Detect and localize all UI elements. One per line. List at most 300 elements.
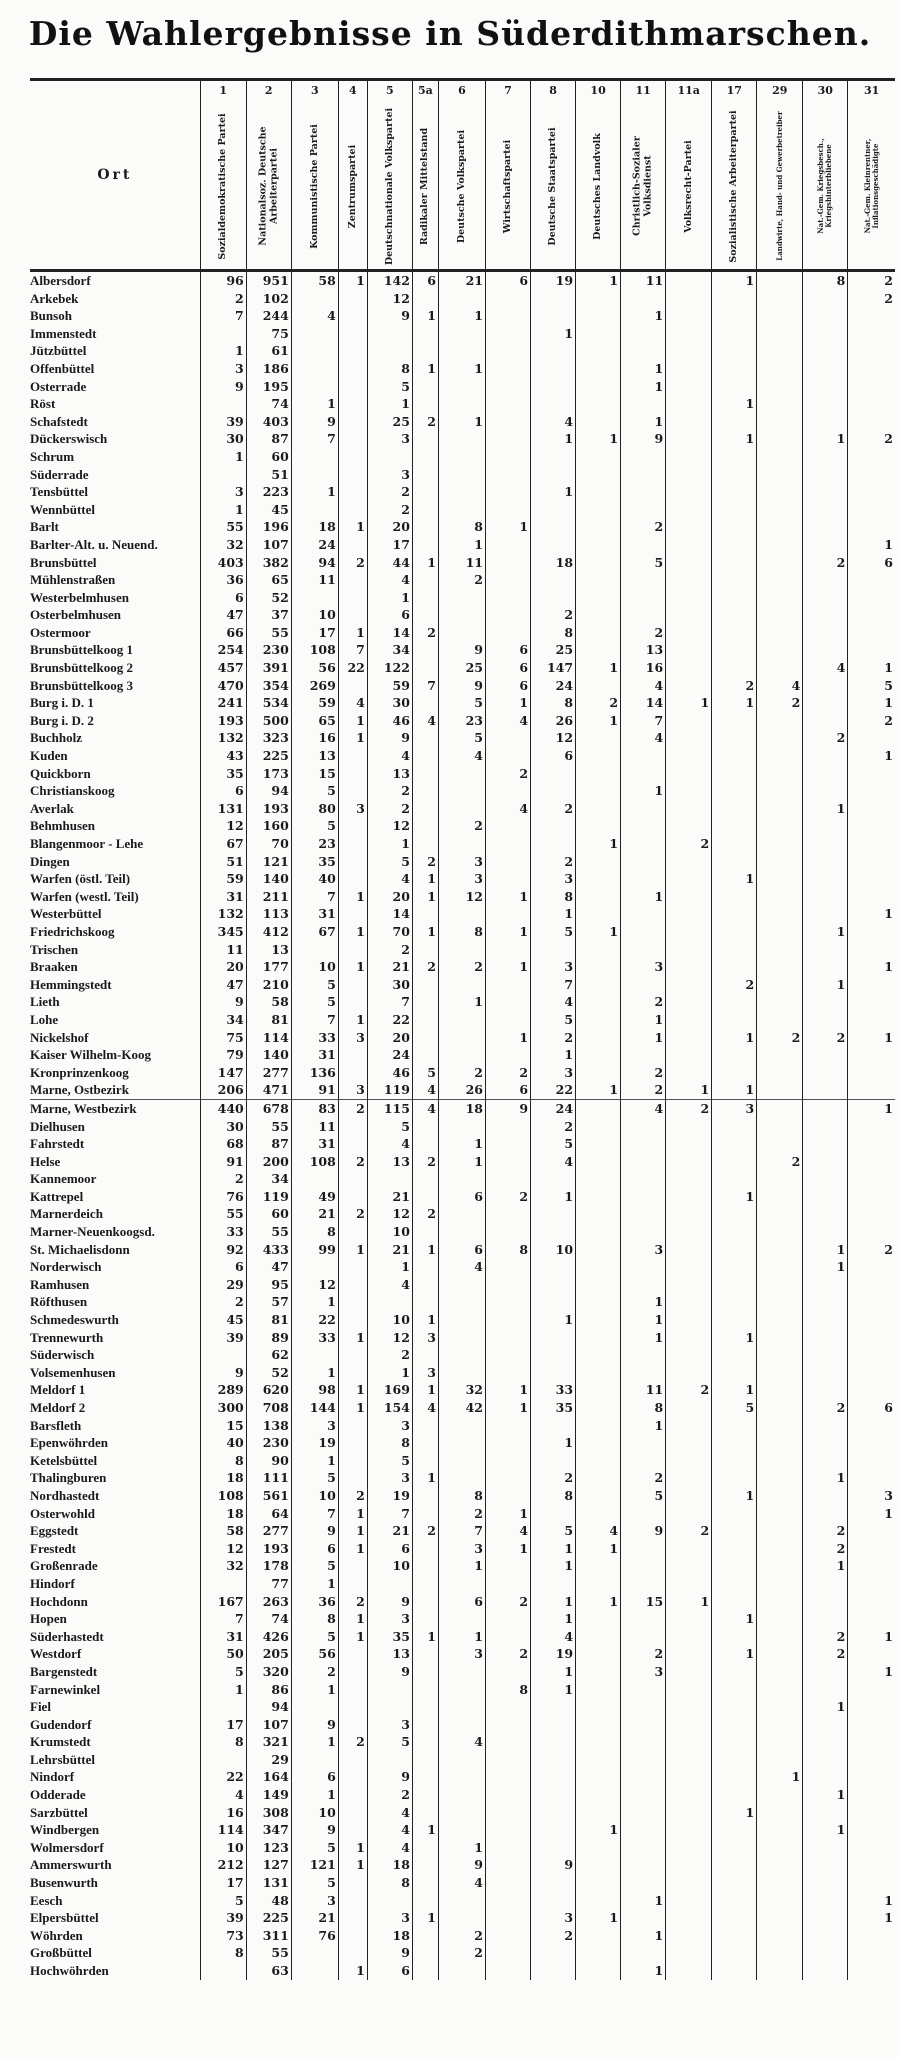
vote-count-cell bbox=[848, 1593, 895, 1611]
vote-count-cell bbox=[291, 290, 338, 308]
vote-count-cell: 4 bbox=[367, 1839, 412, 1857]
vote-count-cell bbox=[412, 659, 438, 677]
vote-count-cell bbox=[485, 905, 530, 923]
vote-count-cell bbox=[485, 430, 530, 448]
vote-count-cell: 2 bbox=[485, 1064, 530, 1082]
vote-count-cell bbox=[621, 853, 666, 871]
vote-count-cell bbox=[531, 290, 576, 308]
vote-count-cell bbox=[666, 1909, 712, 1927]
vote-count-cell: 33 bbox=[291, 1329, 338, 1347]
vote-count-cell bbox=[712, 1064, 757, 1082]
table-row bbox=[30, 782, 895, 800]
vote-count-cell bbox=[485, 1874, 530, 1892]
vote-count-cell bbox=[848, 571, 895, 589]
vote-count-cell bbox=[712, 835, 757, 853]
place-name: Averlak bbox=[30, 800, 74, 816]
vote-count-cell: 6 bbox=[485, 677, 530, 695]
vote-count-cell bbox=[666, 1681, 712, 1699]
vote-count-cell: 11 bbox=[438, 554, 485, 572]
vote-count-cell: 138 bbox=[246, 1417, 291, 1435]
vote-count-cell bbox=[485, 817, 530, 835]
vote-count-cell bbox=[803, 589, 848, 607]
vote-count-cell bbox=[412, 1927, 438, 1945]
vote-count-cell bbox=[803, 606, 848, 624]
vote-count-cell: 2 bbox=[803, 554, 848, 572]
vote-count-cell: 225 bbox=[246, 747, 291, 765]
vote-count-cell bbox=[438, 589, 485, 607]
vote-count-cell: 111 bbox=[246, 1469, 291, 1487]
vote-count-cell bbox=[338, 1909, 367, 1927]
vote-count-cell: 1 bbox=[338, 1610, 367, 1628]
vote-count-cell bbox=[576, 888, 621, 906]
vote-count-cell: 1 bbox=[338, 518, 367, 536]
vote-count-cell: 114 bbox=[246, 1029, 291, 1047]
vote-count-cell bbox=[621, 1346, 666, 1364]
vote-count-cell bbox=[531, 1417, 576, 1435]
vote-count-cell: 1 bbox=[666, 1081, 712, 1099]
vote-count-cell bbox=[485, 571, 530, 589]
vote-count-cell bbox=[531, 782, 576, 800]
vote-count-cell: 39 bbox=[200, 1329, 246, 1347]
vote-count-cell bbox=[438, 1821, 485, 1839]
vote-count-cell bbox=[485, 976, 530, 994]
vote-count-cell: 1 bbox=[848, 659, 895, 677]
vote-count-cell bbox=[803, 1205, 848, 1223]
table-row bbox=[30, 765, 895, 783]
vote-count-cell bbox=[666, 958, 712, 976]
vote-count-cell: 8 bbox=[200, 1733, 246, 1751]
table-row bbox=[30, 1487, 895, 1505]
vote-count-cell bbox=[412, 694, 438, 712]
vote-count-cell: 66 bbox=[200, 624, 246, 642]
vote-count-cell bbox=[666, 1892, 712, 1910]
place-name: Dückerswisch bbox=[30, 431, 108, 447]
vote-count-cell: 2 bbox=[485, 1593, 530, 1611]
place-name: Kaiser Wilhelm-Koog bbox=[30, 1047, 151, 1063]
vote-count-cell: 92 bbox=[200, 1241, 246, 1259]
vote-count-cell: 4 bbox=[291, 307, 338, 325]
vote-count-cell bbox=[757, 1417, 803, 1435]
vote-count-cell bbox=[576, 800, 621, 818]
vote-count-cell bbox=[803, 958, 848, 976]
vote-count-cell bbox=[291, 501, 338, 519]
party-column-header bbox=[848, 80, 895, 271]
table-row bbox=[30, 1434, 895, 1452]
place-name: Schrum bbox=[30, 448, 75, 464]
vote-count-cell bbox=[412, 589, 438, 607]
table-row bbox=[30, 360, 895, 378]
table-row bbox=[30, 1645, 895, 1663]
vote-count-cell bbox=[666, 430, 712, 448]
vote-count-cell bbox=[412, 378, 438, 396]
vote-count-cell bbox=[621, 325, 666, 343]
vote-count-cell: 47 bbox=[200, 606, 246, 624]
vote-count-cell bbox=[576, 518, 621, 536]
vote-count-cell: 4 bbox=[367, 1276, 412, 1294]
vote-count-cell: 1 bbox=[485, 1505, 530, 1523]
vote-count-cell: 23 bbox=[291, 835, 338, 853]
vote-count-cell: 4 bbox=[621, 1099, 666, 1117]
vote-count-cell bbox=[438, 800, 485, 818]
vote-count-cell: 67 bbox=[200, 835, 246, 853]
vote-count-cell: 1 bbox=[621, 1927, 666, 1945]
vote-count-cell bbox=[438, 624, 485, 642]
vote-count-cell bbox=[803, 624, 848, 642]
vote-count-cell bbox=[412, 1575, 438, 1593]
vote-count-cell bbox=[338, 1434, 367, 1452]
vote-count-cell bbox=[485, 1557, 530, 1575]
vote-count-cell: 25 bbox=[531, 641, 576, 659]
vote-count-cell bbox=[757, 835, 803, 853]
vote-count-cell bbox=[576, 1557, 621, 1575]
vote-count-cell: 2 bbox=[803, 1399, 848, 1417]
vote-count-cell bbox=[803, 483, 848, 501]
vote-count-cell: 115 bbox=[367, 1099, 412, 1117]
vote-count-cell bbox=[666, 1346, 712, 1364]
vote-count-cell: 1 bbox=[803, 430, 848, 448]
table-row bbox=[30, 1927, 895, 1945]
vote-count-cell bbox=[485, 1944, 530, 1962]
table-row bbox=[30, 624, 895, 642]
vote-count-cell: 2 bbox=[485, 765, 530, 783]
party-column-header bbox=[246, 80, 291, 271]
vote-count-cell bbox=[412, 905, 438, 923]
vote-count-cell bbox=[803, 941, 848, 959]
vote-count-cell: 1 bbox=[803, 1821, 848, 1839]
vote-count-cell bbox=[666, 1029, 712, 1047]
vote-count-cell bbox=[338, 1311, 367, 1329]
vote-count-cell: 8 bbox=[531, 1487, 576, 1505]
vote-count-cell bbox=[200, 1751, 246, 1769]
table-row bbox=[30, 430, 895, 448]
vote-count-cell bbox=[621, 1716, 666, 1734]
vote-count-cell bbox=[803, 1293, 848, 1311]
vote-count-cell: 11 bbox=[291, 1118, 338, 1136]
vote-count-cell: 37 bbox=[246, 606, 291, 624]
vote-count-cell bbox=[848, 1011, 895, 1029]
vote-count-cell: 1 bbox=[531, 1434, 576, 1452]
vote-count-cell: 2 bbox=[621, 1469, 666, 1487]
vote-count-cell bbox=[666, 1628, 712, 1646]
vote-count-cell bbox=[531, 1258, 576, 1276]
vote-count-cell bbox=[485, 1329, 530, 1347]
party-list-number: 5a bbox=[418, 84, 433, 97]
vote-count-cell bbox=[576, 1223, 621, 1241]
vote-count-cell: 2 bbox=[338, 554, 367, 572]
vote-count-cell: 1 bbox=[848, 1663, 895, 1681]
vote-count-cell: 9 bbox=[291, 1716, 338, 1734]
vote-count-cell bbox=[576, 677, 621, 695]
vote-count-cell bbox=[757, 1856, 803, 1874]
party-name: Zentrumspartei bbox=[346, 144, 358, 228]
vote-count-cell: 1 bbox=[803, 976, 848, 994]
vote-count-cell: 206 bbox=[200, 1081, 246, 1099]
vote-count-cell bbox=[666, 1276, 712, 1294]
vote-count-cell: 96 bbox=[200, 271, 246, 290]
vote-count-cell bbox=[848, 641, 895, 659]
vote-count-cell: 142 bbox=[367, 271, 412, 290]
vote-count-cell: 1 bbox=[367, 589, 412, 607]
party-column-header bbox=[531, 80, 576, 271]
vote-count-cell bbox=[757, 1081, 803, 1099]
vote-count-cell: 30 bbox=[367, 976, 412, 994]
table-row bbox=[30, 1944, 895, 1962]
table-row bbox=[30, 1856, 895, 1874]
vote-count-cell: 1 bbox=[291, 395, 338, 413]
vote-count-cell bbox=[338, 395, 367, 413]
vote-count-cell bbox=[412, 1452, 438, 1470]
vote-count-cell: 289 bbox=[200, 1381, 246, 1399]
vote-count-cell: 5 bbox=[200, 1663, 246, 1681]
vote-count-cell: 3 bbox=[200, 483, 246, 501]
vote-count-cell: 1 bbox=[576, 659, 621, 677]
vote-count-cell: 75 bbox=[200, 1029, 246, 1047]
vote-count-cell: 33 bbox=[200, 1223, 246, 1241]
vote-count-cell: 16 bbox=[200, 1804, 246, 1822]
vote-count-cell: 17 bbox=[200, 1874, 246, 1892]
vote-count-cell: 17 bbox=[367, 536, 412, 554]
vote-count-cell bbox=[531, 1452, 576, 1470]
vote-count-cell: 87 bbox=[246, 430, 291, 448]
vote-count-cell: 2 bbox=[412, 853, 438, 871]
vote-count-cell bbox=[848, 782, 895, 800]
vote-count-cell: 107 bbox=[246, 1716, 291, 1734]
vote-count-cell bbox=[757, 1540, 803, 1558]
vote-count-cell bbox=[848, 1768, 895, 1786]
vote-count-cell bbox=[338, 378, 367, 396]
vote-count-cell bbox=[848, 993, 895, 1011]
vote-count-cell bbox=[848, 976, 895, 994]
vote-count-cell bbox=[757, 290, 803, 308]
vote-count-cell bbox=[438, 1575, 485, 1593]
vote-count-cell: 7 bbox=[291, 1011, 338, 1029]
table-row bbox=[30, 1874, 895, 1892]
vote-count-cell: 2 bbox=[712, 677, 757, 695]
party-list-number: 6 bbox=[458, 84, 466, 97]
vote-count-cell: 91 bbox=[291, 1081, 338, 1099]
vote-count-cell: 21 bbox=[367, 958, 412, 976]
vote-count-cell: 52 bbox=[246, 1364, 291, 1382]
vote-count-cell: 11 bbox=[200, 941, 246, 959]
vote-count-cell bbox=[531, 1346, 576, 1364]
vote-count-cell bbox=[757, 1944, 803, 1962]
party-list-number: 4 bbox=[349, 84, 357, 97]
vote-count-cell: 58 bbox=[200, 1522, 246, 1540]
vote-count-cell: 1 bbox=[412, 1821, 438, 1839]
vote-count-cell bbox=[438, 1364, 485, 1382]
vote-count-cell: 22 bbox=[291, 1311, 338, 1329]
vote-count-cell bbox=[757, 1170, 803, 1188]
vote-count-cell bbox=[485, 1610, 530, 1628]
vote-count-cell: 1 bbox=[412, 888, 438, 906]
table-row bbox=[30, 342, 895, 360]
vote-count-cell: 24 bbox=[531, 677, 576, 695]
vote-count-cell bbox=[757, 1223, 803, 1241]
vote-count-cell: 3 bbox=[338, 800, 367, 818]
vote-count-cell bbox=[291, 1962, 338, 1980]
vote-count-cell bbox=[531, 1874, 576, 1892]
table-row bbox=[30, 1346, 895, 1364]
vote-count-cell bbox=[712, 1311, 757, 1329]
vote-count-cell: 119 bbox=[367, 1081, 412, 1099]
vote-count-cell bbox=[576, 1064, 621, 1082]
vote-count-cell: 81 bbox=[246, 1011, 291, 1029]
vote-count-cell: 57 bbox=[246, 1293, 291, 1311]
vote-count-cell bbox=[666, 342, 712, 360]
vote-count-cell bbox=[576, 1241, 621, 1259]
vote-count-cell bbox=[438, 606, 485, 624]
vote-count-cell: 440 bbox=[200, 1099, 246, 1117]
vote-count-cell bbox=[621, 606, 666, 624]
vote-count-cell: 42 bbox=[438, 1399, 485, 1417]
vote-count-cell: 94 bbox=[246, 782, 291, 800]
vote-count-cell: 65 bbox=[246, 571, 291, 589]
place-name: Marner-Neuenkoogsd. bbox=[30, 1224, 155, 1240]
vote-count-cell: 68 bbox=[200, 1135, 246, 1153]
vote-count-cell bbox=[367, 1751, 412, 1769]
table-row bbox=[30, 800, 895, 818]
vote-count-cell bbox=[757, 271, 803, 290]
vote-count-cell bbox=[412, 1434, 438, 1452]
vote-count-cell bbox=[338, 466, 367, 484]
vote-count-cell bbox=[757, 1135, 803, 1153]
vote-count-cell: 1 bbox=[412, 360, 438, 378]
vote-count-cell: 13 bbox=[367, 765, 412, 783]
table-row bbox=[30, 923, 895, 941]
vote-count-cell bbox=[576, 1469, 621, 1487]
place-name: Ketelsbüttel bbox=[30, 1452, 98, 1468]
vote-count-cell bbox=[291, 1170, 338, 1188]
vote-count-cell: 1 bbox=[576, 1540, 621, 1558]
vote-count-cell bbox=[412, 1962, 438, 1980]
vote-count-cell bbox=[338, 290, 367, 308]
party-column-header bbox=[666, 80, 712, 271]
vote-count-cell: 1 bbox=[291, 483, 338, 501]
vote-count-cell: 5 bbox=[438, 729, 485, 747]
vote-count-cell: 1 bbox=[576, 712, 621, 730]
vote-count-cell: 1 bbox=[621, 1962, 666, 1980]
vote-count-cell: 1 bbox=[438, 1135, 485, 1153]
vote-count-cell bbox=[485, 360, 530, 378]
table-row bbox=[30, 1628, 895, 1646]
vote-count-cell: 433 bbox=[246, 1241, 291, 1259]
table-row bbox=[30, 1522, 895, 1540]
table-row bbox=[30, 1170, 895, 1188]
vote-count-cell: 3 bbox=[531, 1909, 576, 1927]
vote-count-cell bbox=[666, 976, 712, 994]
vote-count-cell bbox=[338, 993, 367, 1011]
vote-count-cell: 8 bbox=[367, 1874, 412, 1892]
vote-count-cell bbox=[412, 1681, 438, 1699]
vote-count-cell bbox=[338, 1575, 367, 1593]
vote-count-cell bbox=[576, 1751, 621, 1769]
place-name: Burg i. D. 2 bbox=[30, 712, 94, 728]
vote-count-cell: 6 bbox=[848, 1399, 895, 1417]
vote-count-cell: 1 bbox=[712, 1610, 757, 1628]
vote-count-cell: 5 bbox=[412, 1064, 438, 1082]
vote-count-cell: 323 bbox=[246, 729, 291, 747]
vote-count-cell: 5 bbox=[291, 1839, 338, 1857]
vote-count-cell: 39 bbox=[200, 1909, 246, 1927]
vote-count-cell bbox=[485, 1663, 530, 1681]
vote-count-cell: 60 bbox=[246, 448, 291, 466]
vote-count-cell bbox=[576, 1011, 621, 1029]
vote-count-cell bbox=[712, 1557, 757, 1575]
vote-count-cell bbox=[438, 483, 485, 501]
vote-count-cell: 36 bbox=[291, 1593, 338, 1611]
vote-count-cell bbox=[438, 395, 485, 413]
vote-count-cell bbox=[412, 1029, 438, 1047]
vote-count-cell bbox=[666, 1434, 712, 1452]
vote-count-cell bbox=[848, 448, 895, 466]
vote-count-cell bbox=[485, 1751, 530, 1769]
vote-count-cell bbox=[338, 1927, 367, 1945]
vote-count-cell: 1 bbox=[712, 271, 757, 290]
vote-count-cell: 4 bbox=[200, 1786, 246, 1804]
place-name: Trennewurth bbox=[30, 1329, 104, 1345]
vote-count-cell: 1 bbox=[848, 1892, 895, 1910]
vote-count-cell bbox=[848, 413, 895, 431]
vote-count-cell: 7 bbox=[621, 712, 666, 730]
vote-count-cell: 1 bbox=[412, 1628, 438, 1646]
place-name: Brunsbüttel bbox=[30, 554, 97, 570]
vote-count-cell bbox=[803, 1944, 848, 1962]
vote-count-cell bbox=[621, 1557, 666, 1575]
vote-count-cell bbox=[757, 729, 803, 747]
place-name: Ammerswurth bbox=[30, 1857, 112, 1873]
vote-count-cell bbox=[757, 1839, 803, 1857]
vote-count-cell bbox=[666, 888, 712, 906]
vote-count-cell: 1 bbox=[803, 1557, 848, 1575]
vote-count-cell bbox=[757, 1892, 803, 1910]
vote-count-cell bbox=[712, 1011, 757, 1029]
vote-count-cell: 1 bbox=[803, 1241, 848, 1259]
vote-count-cell: 48 bbox=[246, 1892, 291, 1910]
place-name: Hopen bbox=[30, 1611, 67, 1627]
place-name: Ostermoor bbox=[30, 624, 91, 640]
vote-count-cell bbox=[338, 1452, 367, 1470]
vote-count-cell: 132 bbox=[200, 729, 246, 747]
vote-count-cell bbox=[412, 1118, 438, 1136]
vote-count-cell: 4 bbox=[803, 659, 848, 677]
table-row bbox=[30, 1698, 895, 1716]
vote-count-cell bbox=[712, 958, 757, 976]
vote-count-cell: 18 bbox=[291, 518, 338, 536]
vote-count-cell bbox=[757, 624, 803, 642]
vote-count-cell bbox=[757, 1804, 803, 1822]
vote-count-cell bbox=[757, 606, 803, 624]
vote-count-cell: 2 bbox=[412, 1522, 438, 1540]
vote-count-cell: 2 bbox=[803, 1029, 848, 1047]
table-row bbox=[30, 483, 895, 501]
vote-count-cell bbox=[576, 1118, 621, 1136]
vote-count-cell: 1 bbox=[531, 1188, 576, 1206]
vote-count-cell: 13 bbox=[621, 641, 666, 659]
vote-count-cell bbox=[412, 1786, 438, 1804]
vote-count-cell: 1 bbox=[531, 1681, 576, 1699]
vote-count-cell bbox=[576, 1170, 621, 1188]
vote-count-cell: 4 bbox=[485, 712, 530, 730]
vote-count-cell: 8 bbox=[485, 1681, 530, 1699]
vote-count-cell: 55 bbox=[246, 1118, 291, 1136]
party-list-number: 29 bbox=[772, 84, 788, 97]
vote-count-cell: 35 bbox=[200, 765, 246, 783]
vote-count-cell: 74 bbox=[246, 395, 291, 413]
vote-count-cell bbox=[576, 1698, 621, 1716]
vote-count-cell bbox=[712, 1663, 757, 1681]
vote-count-cell: 2 bbox=[291, 1663, 338, 1681]
party-column-header bbox=[576, 80, 621, 271]
